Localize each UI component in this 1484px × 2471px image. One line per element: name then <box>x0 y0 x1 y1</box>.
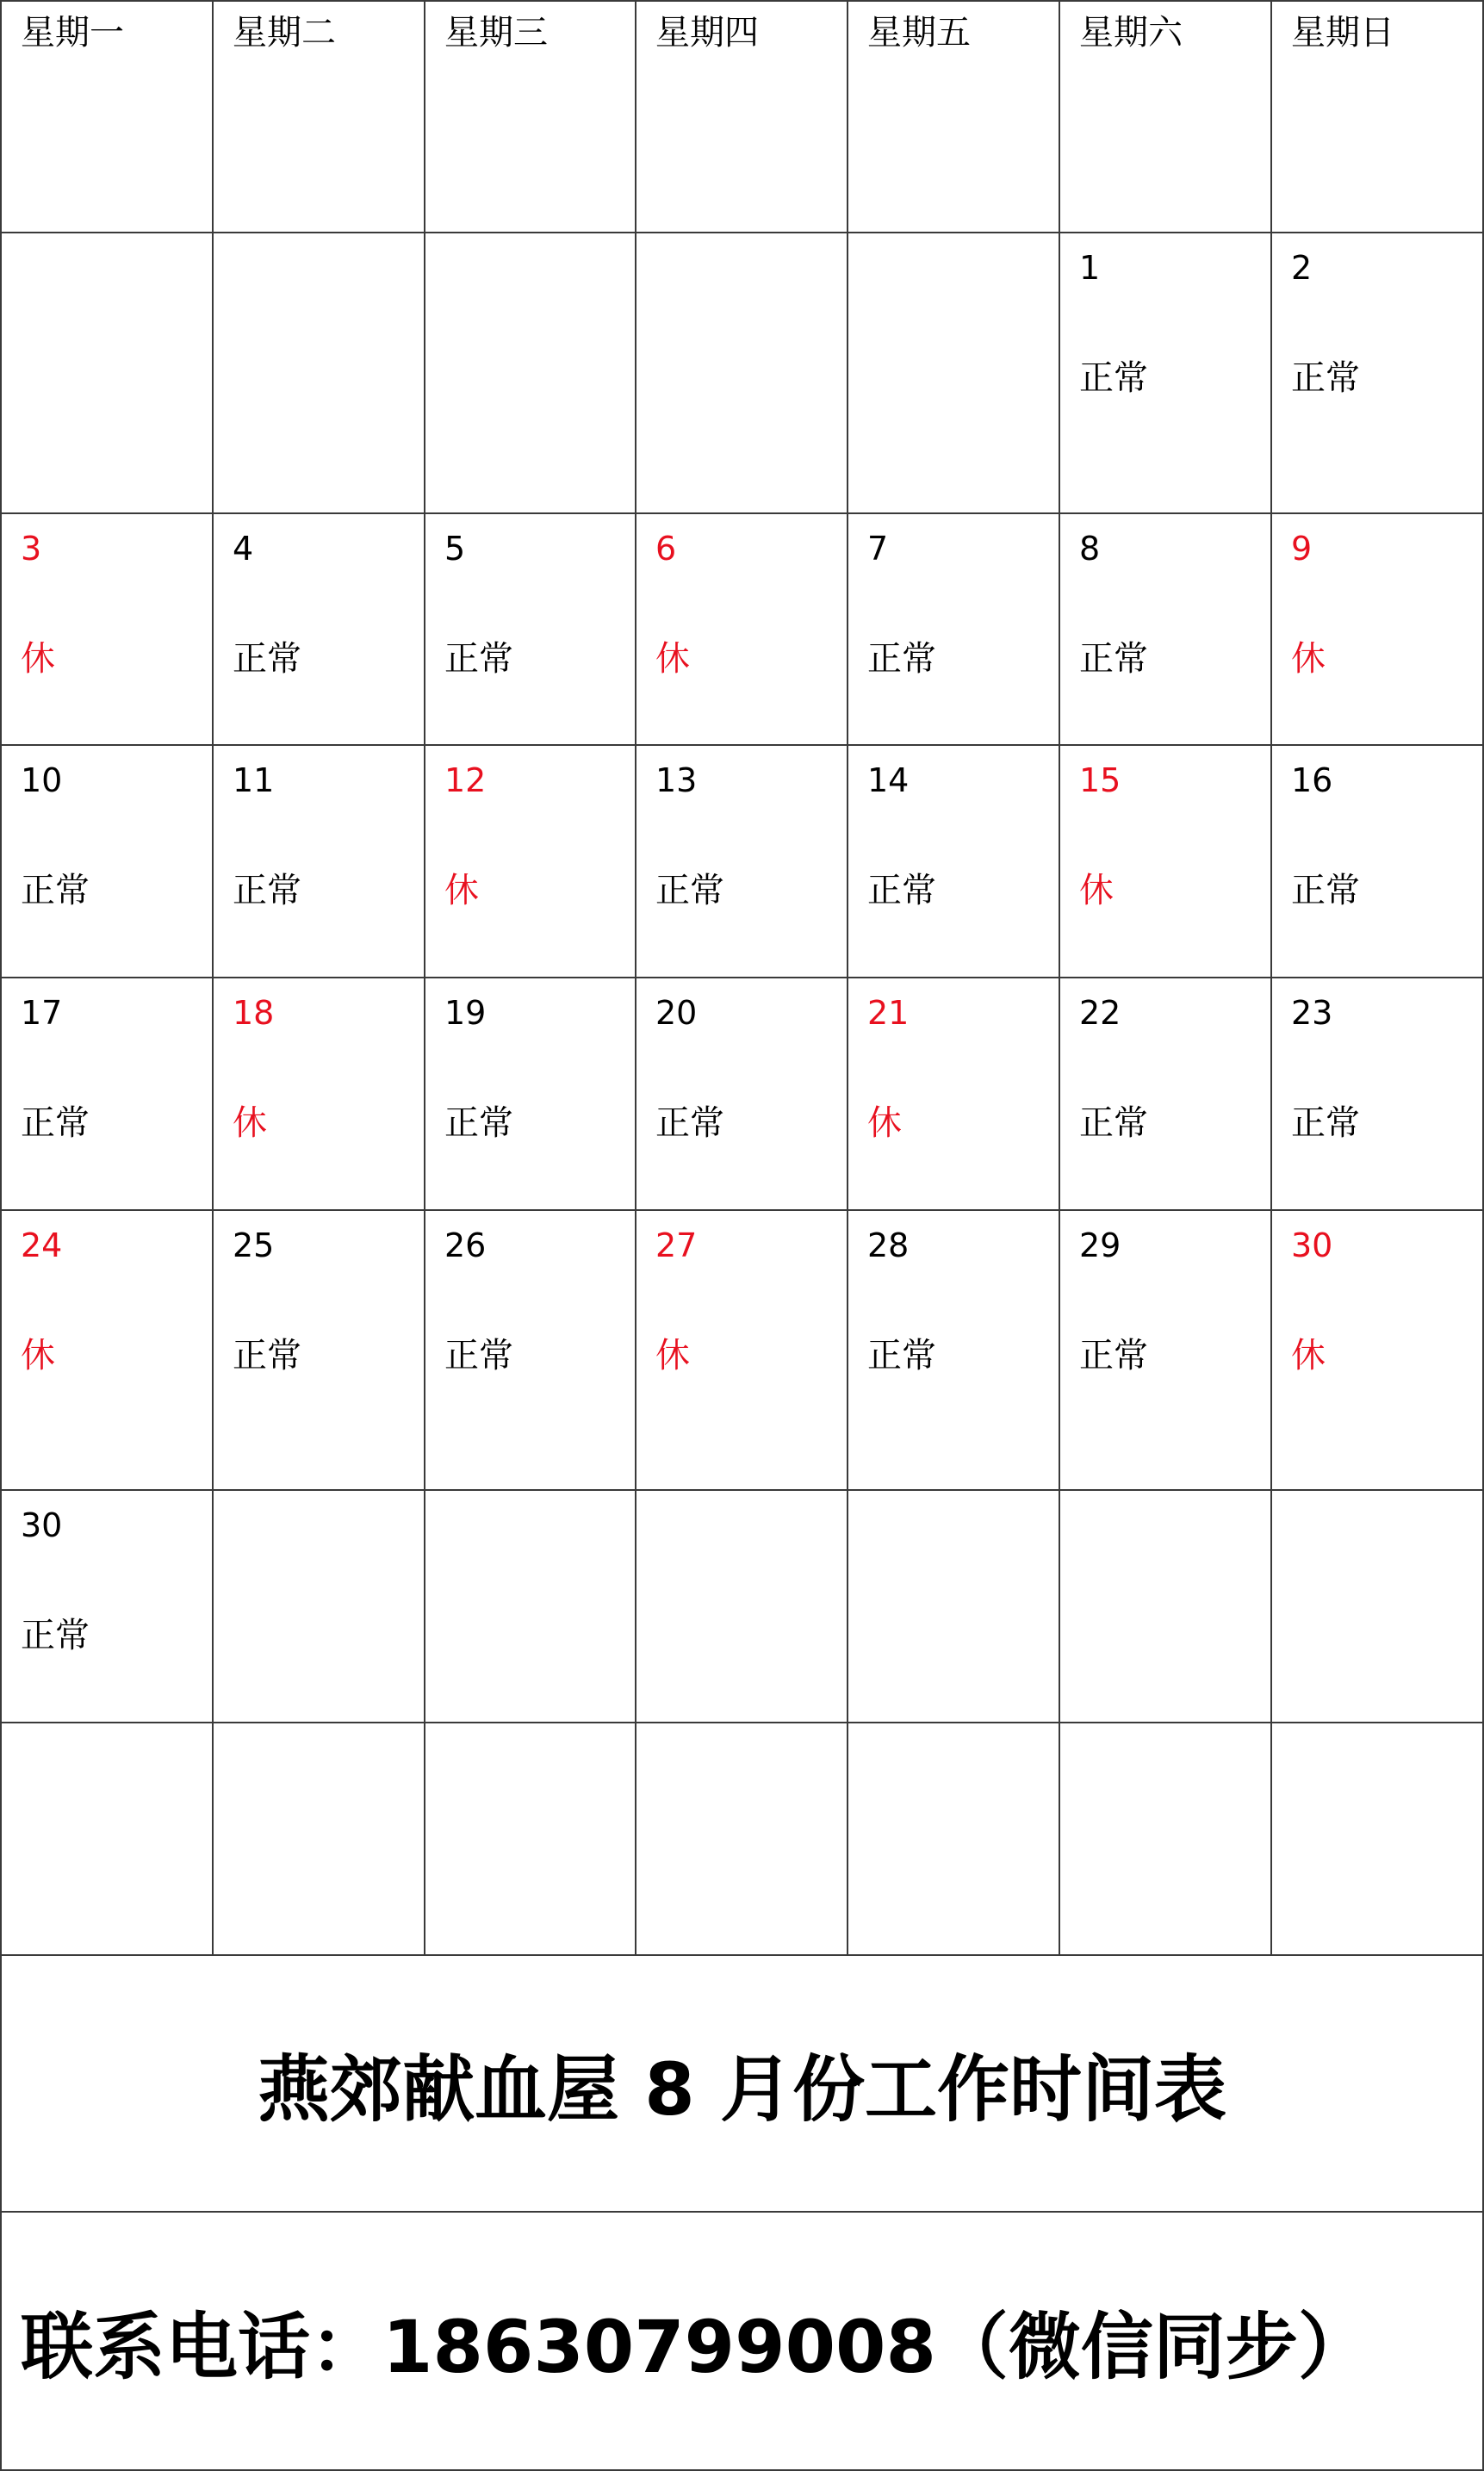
day-number: 27 <box>655 1226 698 1264</box>
empty-day-cell <box>848 1491 1060 1723</box>
day-cell-normal <box>1060 978 1272 1211</box>
day-cell-off <box>1272 1211 1484 1491</box>
week-row <box>0 1723 1484 1956</box>
day-cell-normal <box>848 746 1060 978</box>
day-cell-normal <box>214 746 425 978</box>
week-row <box>0 1491 1484 1723</box>
day-status: 正常 <box>867 639 936 679</box>
week-row <box>0 978 1484 1211</box>
day-status: 正常 <box>1079 639 1148 679</box>
day-cell-normal <box>0 1491 214 1723</box>
day-number: 20 <box>655 994 698 1032</box>
title-row <box>0 1956 1484 2213</box>
day-status: 正常 <box>1291 1103 1360 1143</box>
empty-day-cell <box>848 1723 1060 1956</box>
day-status: 正常 <box>1291 358 1360 398</box>
empty-day-cell <box>425 233 636 514</box>
empty-day-cell <box>425 1491 636 1723</box>
day-cell-normal <box>425 978 636 1211</box>
day-cell-normal <box>1060 514 1272 746</box>
empty-day-cell <box>1060 1491 1272 1723</box>
empty-day-cell <box>1060 1723 1272 1956</box>
day-status: 正常 <box>444 1103 513 1143</box>
day-cell-normal <box>0 746 214 978</box>
contact-row <box>0 2213 1484 2471</box>
day-cell-off <box>0 1211 214 1491</box>
week-row <box>0 233 1484 514</box>
day-status: 正常 <box>655 1103 724 1143</box>
weekday-header-cell <box>214 0 425 233</box>
week-row <box>0 1211 1484 1491</box>
day-cell-normal <box>636 746 848 978</box>
day-status: 正常 <box>21 871 90 910</box>
day-number: 3 <box>21 530 42 568</box>
contact-phone: 联系电话：18630799008（微信同步） <box>21 2304 1370 2389</box>
day-number: 4 <box>233 530 254 568</box>
day-status: 正常 <box>655 871 724 910</box>
day-cell-normal <box>425 514 636 746</box>
day-number: 8 <box>1079 530 1101 568</box>
day-cell-off <box>1060 746 1272 978</box>
day-number: 2 <box>1291 249 1313 287</box>
empty-day-cell <box>214 1723 425 1956</box>
empty-day-cell <box>1272 1723 1484 1956</box>
day-number: 10 <box>21 761 63 799</box>
day-number: 7 <box>867 530 889 568</box>
weekday-header-cell <box>636 0 848 233</box>
day-cell-normal <box>1272 978 1484 1211</box>
day-status: 休 <box>1291 639 1326 679</box>
day-status: 正常 <box>21 1616 90 1655</box>
weekday-label: 星期五 <box>867 13 971 53</box>
day-status: 休 <box>21 639 55 679</box>
day-number: 18 <box>233 994 275 1032</box>
day-number: 6 <box>655 530 677 568</box>
week-row <box>0 746 1484 978</box>
day-status: 正常 <box>444 639 513 679</box>
day-number: 26 <box>444 1226 487 1264</box>
day-cell-normal <box>214 1211 425 1491</box>
day-status: 正常 <box>1079 1103 1148 1143</box>
weekday-label: 星期日 <box>1291 13 1394 53</box>
day-cell-off <box>636 514 848 746</box>
day-status: 正常 <box>444 1336 513 1375</box>
day-cell-off <box>214 978 425 1211</box>
day-number: 19 <box>444 994 487 1032</box>
day-status: 休 <box>444 871 479 910</box>
day-number: 29 <box>1079 1226 1121 1264</box>
day-status: 正常 <box>233 639 301 679</box>
empty-day-cell <box>848 233 1060 514</box>
weekday-label: 星期四 <box>655 13 759 53</box>
day-number: 30 <box>21 1506 63 1544</box>
empty-day-cell <box>0 233 214 514</box>
day-cell-normal <box>1060 233 1272 514</box>
day-number: 1 <box>1079 249 1101 287</box>
weekday-header-cell <box>0 0 214 233</box>
day-status: 正常 <box>867 1336 936 1375</box>
day-number: 14 <box>867 761 910 799</box>
empty-day-cell <box>636 1723 848 1956</box>
day-status: 正常 <box>233 871 301 910</box>
empty-day-cell <box>1272 1491 1484 1723</box>
week-row <box>0 514 1484 746</box>
day-status: 休 <box>1079 871 1114 910</box>
day-cell-off <box>1272 514 1484 746</box>
day-number: 11 <box>233 761 275 799</box>
weekday-label: 星期一 <box>21 13 124 53</box>
weekday-header-cell <box>1272 0 1484 233</box>
day-status: 正常 <box>21 1103 90 1143</box>
day-number: 5 <box>444 530 466 568</box>
day-number: 15 <box>1079 761 1121 799</box>
day-cell-off <box>848 978 1060 1211</box>
day-status: 休 <box>233 1103 267 1143</box>
day-number: 23 <box>1291 994 1333 1032</box>
day-cell-normal <box>848 1211 1060 1491</box>
day-cell-normal <box>848 514 1060 746</box>
day-status: 正常 <box>233 1336 301 1375</box>
day-cell-normal <box>1272 233 1484 514</box>
empty-day-cell <box>425 1723 636 1956</box>
day-status: 正常 <box>1079 1336 1148 1375</box>
day-number: 13 <box>655 761 698 799</box>
day-number: 21 <box>867 994 910 1032</box>
day-number: 24 <box>21 1226 63 1264</box>
weekday-header-row <box>0 0 1484 233</box>
day-cell-normal <box>1060 1211 1272 1491</box>
day-cell-off <box>0 514 214 746</box>
day-status: 休 <box>867 1103 902 1143</box>
empty-day-cell <box>214 233 425 514</box>
day-status: 休 <box>1291 1336 1326 1375</box>
day-cell-normal <box>0 978 214 1211</box>
weekday-label: 星期三 <box>444 13 548 53</box>
empty-day-cell <box>636 1491 848 1723</box>
weekday-label: 星期二 <box>233 13 336 53</box>
empty-day-cell <box>214 1491 425 1723</box>
day-cell-off <box>636 1211 848 1491</box>
day-number: 30 <box>1291 1226 1333 1264</box>
day-number: 17 <box>21 994 63 1032</box>
schedule-title: 燕郊献血屋 8 月份工作时间表 <box>258 2046 1226 2132</box>
day-number: 22 <box>1079 994 1121 1032</box>
day-status: 正常 <box>867 871 936 910</box>
day-cell-normal <box>636 978 848 1211</box>
day-cell-off <box>425 746 636 978</box>
weekday-header-cell <box>425 0 636 233</box>
day-number: 12 <box>444 761 487 799</box>
day-cell-normal <box>425 1211 636 1491</box>
day-cell-normal <box>1272 746 1484 978</box>
weekday-label: 星期六 <box>1079 13 1183 53</box>
day-status: 休 <box>655 1336 690 1375</box>
day-status: 休 <box>655 639 690 679</box>
day-status: 休 <box>21 1336 55 1375</box>
day-number: 16 <box>1291 761 1333 799</box>
empty-day-cell <box>636 233 848 514</box>
day-status: 正常 <box>1291 871 1360 910</box>
day-cell-normal <box>214 514 425 746</box>
day-status: 正常 <box>1079 358 1148 398</box>
day-number: 25 <box>233 1226 275 1264</box>
day-number: 28 <box>867 1226 910 1264</box>
weekday-header-cell <box>848 0 1060 233</box>
empty-day-cell <box>0 1723 214 1956</box>
day-number: 9 <box>1291 530 1313 568</box>
weekday-header-cell <box>1060 0 1272 233</box>
